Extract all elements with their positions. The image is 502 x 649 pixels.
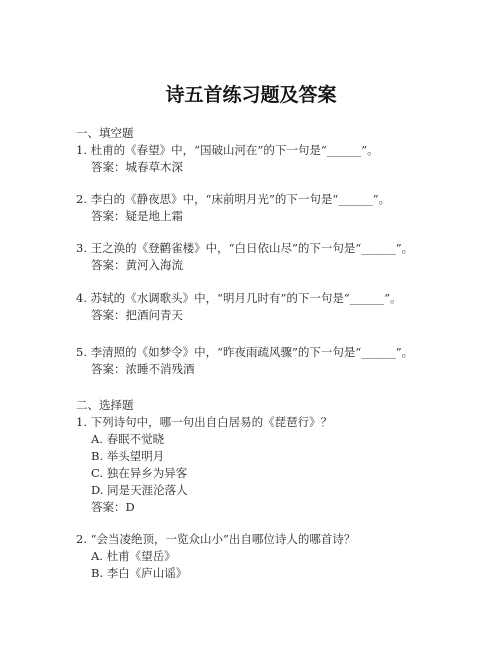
- section-heading-choice: 二、选择题: [76, 398, 134, 412]
- answer-text: 答案：D: [91, 500, 135, 514]
- answer-text: 答案：黄河入海流: [91, 258, 183, 272]
- question-text: 5. 李清照的《如梦令》中，“昨夜雨疏风骤”的下一句是“______”。: [76, 345, 414, 359]
- option-text: A. 春眠不觉晓: [91, 432, 165, 446]
- option-text: B. 举头望明月: [91, 449, 165, 463]
- question-text: 1. 下列诗句中，哪一句出自白居易的《琵琶行》？: [76, 415, 333, 429]
- option-text: B. 李白《庐山谣》: [91, 566, 188, 580]
- option-text: C. 独在异乡为异客: [91, 466, 188, 480]
- answer-text: 答案：浓睡不消残酒: [91, 362, 195, 376]
- document-title: 诗五首练习题及答案: [165, 84, 337, 106]
- option-text: A. 杜甫《望岳》: [91, 549, 176, 563]
- question-text: 3. 王之涣的《登鹳雀楼》中，“白日依山尽”的下一句是“______”。: [76, 241, 414, 255]
- option-text: D. 同是天涯沦落人: [91, 483, 188, 497]
- question-text: 2. “会当凌绝顶，一览众山小”出自哪位诗人的哪首诗？: [76, 532, 356, 546]
- answer-text: 答案：把酒问青天: [91, 308, 183, 322]
- section-heading-fill: 一、填空题: [76, 126, 134, 140]
- answer-text: 答案：疑是地上霜: [91, 209, 183, 223]
- answer-text: 答案：城春草木深: [91, 160, 183, 174]
- question-text: 4. 苏轼的《水调歌头》中，“明月几时有”的下一句是“______”。: [76, 291, 402, 305]
- question-text: 2. 李白的《静夜思》中，“床前明月光”的下一句是“______”。: [76, 192, 391, 206]
- question-text: 1. 杜甫的《春望》中，“国破山河在”的下一句是“______”。: [76, 143, 379, 157]
